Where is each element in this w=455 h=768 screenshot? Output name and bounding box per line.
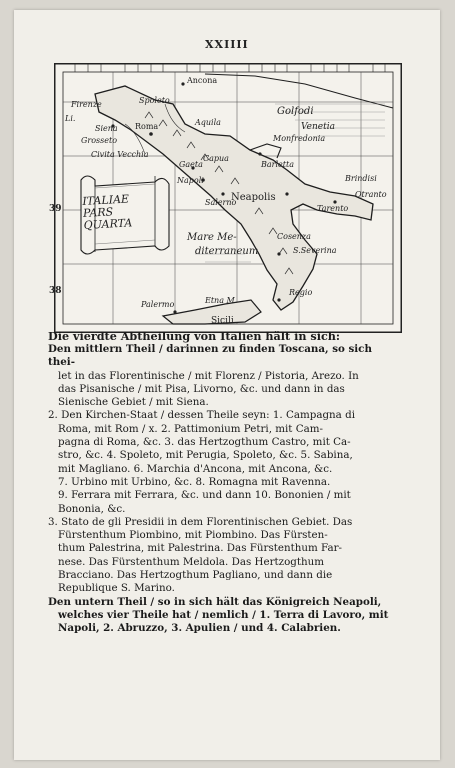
- place-siena: Siena: [95, 124, 118, 133]
- place-golfo: Golfodi: [277, 106, 314, 117]
- place-liparie: Li.: [65, 114, 76, 123]
- place-aquila: Aquila: [195, 118, 221, 127]
- place-etna: Etna M.: [205, 296, 238, 305]
- place-roma: Roma: [135, 122, 159, 131]
- sea-label-line2: diterraneum: [195, 246, 259, 257]
- place-neapolis: Neapolis: [231, 192, 276, 203]
- place-venetia: Venetia: [301, 122, 335, 132]
- sea-label-line1: Mare Me-: [187, 232, 237, 243]
- text-line: das Pisanische / mit Pisa, Livorno, &c. und dann in das: [58, 382, 345, 395]
- text-line: Bononia, &c.: [58, 502, 126, 515]
- text-heading: Die vierdte Abtheilung von Italien hält in sich:: [48, 329, 341, 343]
- text-line: mit Magliano. 6. Marchia d'Ancona, mit Ancona, &c.: [58, 462, 333, 475]
- place-civita: Civita Vecchia: [91, 150, 149, 159]
- place-grosseto: Grosseto: [81, 136, 118, 145]
- text-line: 9. Ferrara mit Ferrara, &c. und dann 10. Bononien / mit: [58, 489, 351, 502]
- place-taranto: Tarento: [317, 204, 349, 213]
- engraved-map: [49, 63, 402, 333]
- text-line: Roma, mit Rom / x. 2. Pattimonium Petri, mit Cam-: [58, 422, 323, 435]
- place-sicilia: Sicili: [211, 316, 234, 326]
- text-line: pagna di Roma, &c. 3. das Hertzogthum Castro, mit Ca-: [58, 436, 351, 449]
- text-line: Den untern Theil / so in sich hält das Königreich Neapoli,: [48, 595, 382, 608]
- place-severina: S.Severina: [293, 246, 337, 255]
- text-line: 2. Den Kirchen-Staat / dessen Theile seyn: 1. Campagna di: [48, 409, 355, 422]
- latitude-label-38: 38: [49, 286, 62, 296]
- text-line: Sienische Gebiet / mit Siena.: [58, 396, 209, 409]
- plate-number: XXIIII: [205, 38, 249, 51]
- text-line: Bracciano. Das Hertzogthum Pagliano, und dann die: [58, 569, 333, 582]
- text-line: Den mittlern Theil / darinnen zu finden Toscana, so sich thei-: [48, 343, 372, 369]
- place-gaeta: Gaeta: [179, 160, 203, 169]
- text-line: nese. Das Fürstenthum Meldola. Das Hertzogthum: [58, 555, 325, 568]
- place-napoli: Napoli: [177, 176, 204, 185]
- place-palermo: Palermo: [141, 300, 175, 309]
- place-firenze: Firenze: [71, 100, 102, 109]
- text-line: Napoli, 2. Abruzzo, 3. Apulien / und 4. Calabrien.: [58, 622, 341, 635]
- text-line: Fürstenthum Piombino, mit Piombino. Das Fürsten-: [58, 529, 328, 542]
- place-salerno: Salerno: [205, 198, 237, 207]
- text-line: 7. Urbino mit Urbino, &c. 8. Romagna mit Ravenna.: [58, 475, 331, 488]
- place-otranto: Otranto: [355, 190, 387, 199]
- descriptive-text: [48, 330, 400, 636]
- place-capua: Capua: [203, 154, 229, 163]
- text-line: 3. Stato de gli Presidii in dem Florentinischen Gebiet. Das: [48, 515, 353, 528]
- place-cosenza: Cosenza: [277, 232, 311, 241]
- place-ancona: Ancona: [187, 76, 218, 85]
- text-line: thum Palestrina, mit Palestrina. Das Fürstenthum Far-: [58, 542, 343, 555]
- text-line: welches vier Theile hat / nemlich / 1. Terra di Lavoro, mit: [58, 608, 389, 621]
- text-line: Republique S. Marino.: [58, 582, 175, 595]
- place-spoleto: Spoleto: [139, 96, 170, 105]
- place-monfredonia: Monfredonia: [273, 134, 326, 143]
- latitude-label-39: 39: [49, 204, 62, 214]
- text-line: stro, &c. 4. Spoleto, mit Perugia, Spoleto, &c. 5. Sabina,: [58, 449, 353, 462]
- place-barletta: Barletta: [261, 160, 294, 169]
- cartouche-title: ITALIAE PARS QUARTA: [82, 192, 133, 232]
- text-line: let in das Florentinische / mit Florenz / Pistoria, Arezo. In: [58, 369, 359, 382]
- place-regio: Regio: [289, 288, 313, 297]
- place-brindisi: Brindisi: [345, 174, 377, 183]
